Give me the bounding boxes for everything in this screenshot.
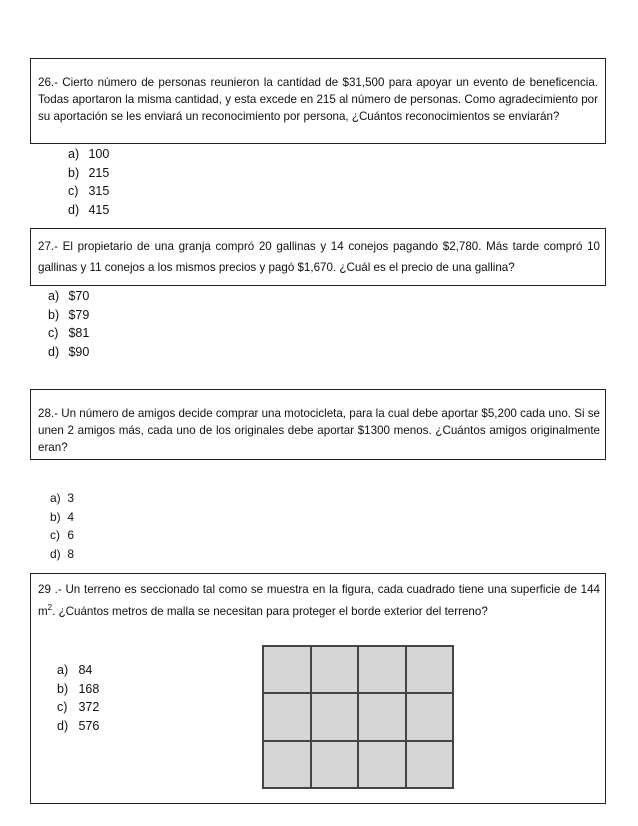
option-28-c: c) 6 xyxy=(50,528,75,542)
option-26-d: d) 415 xyxy=(68,202,110,217)
option-27-c: c) $81 xyxy=(48,326,90,340)
question-29-text-end: . ¿Cuántos metros de malla se necesitan para proteger el borde exterior del terreno? xyxy=(52,605,488,618)
grid-square xyxy=(406,741,454,788)
option-27-a: a) $70 xyxy=(48,289,90,303)
grid-square xyxy=(263,741,311,788)
grid-square xyxy=(358,693,406,740)
option-26-c: c) 315 xyxy=(68,184,110,198)
question-26-options xyxy=(68,145,109,219)
question-27-options xyxy=(48,287,89,361)
option-28-d: d) 8 xyxy=(50,546,75,561)
option-29-c: c) 372 xyxy=(57,700,100,714)
grid-square xyxy=(358,741,406,788)
terrain-grid-figure xyxy=(262,645,454,789)
option-28-a: a) 3 xyxy=(50,491,75,505)
option-26-b: b) 215 xyxy=(68,165,110,180)
option-29-d: d) 576 xyxy=(57,718,100,733)
option-27-d: d) $90 xyxy=(48,344,90,359)
grid-square xyxy=(311,693,359,740)
question-29-superscript: 2 xyxy=(47,603,53,613)
question-28-text: 28.- Un número de amigos decide comprar una motocicleta, para la cual debe aportar $5,200 cada uno. Si se unen 2 amigos más, cada uno de los originales debe aportar $1300 menos. ¿Cuántos amigos originalmente eran? xyxy=(38,407,600,454)
grid-square xyxy=(406,646,454,693)
question-28-options xyxy=(50,489,74,563)
option-29-b: b) 168 xyxy=(57,681,100,696)
grid-square xyxy=(311,741,359,788)
grid-square xyxy=(406,693,454,740)
option-29-a: a) 84 xyxy=(57,663,93,677)
question-29-text-start: 29 .- Un terreno es seccionado tal como se muestra en la figura, cada cuadrado tiene una superficie de 144 m xyxy=(38,583,600,618)
question-27-text: 27.- El propietario de una granja compró 20 gallinas y 14 conejos pagando $2,780. Más tarde compró 10 gallinas y 11 conejos a los mismos precios y pagó $1,670. ¿Cuál es el precio de una gallina? xyxy=(38,240,600,274)
grid-square xyxy=(263,693,311,740)
question-29-options xyxy=(57,661,99,735)
option-26-a: a) 100 xyxy=(68,147,110,161)
option-28-b: b) 4 xyxy=(50,509,75,524)
question-26-text: 26.- Cierto número de personas reunieron la cantidad de $31,500 para apoyar un evento de beneficencia. Todas aportaron la misma cantidad, y esta excede en 215 al número de personas. Como agradecimiento por su aportación se les enviará un reconocimiento por persona, ¿Cuántos reconocimientos se enviarán? xyxy=(38,76,598,123)
question-29-text xyxy=(38,579,600,623)
option-27-b: b) $79 xyxy=(48,307,90,322)
grid-square xyxy=(263,646,311,693)
grid-square xyxy=(358,646,406,693)
grid-square xyxy=(311,646,359,693)
